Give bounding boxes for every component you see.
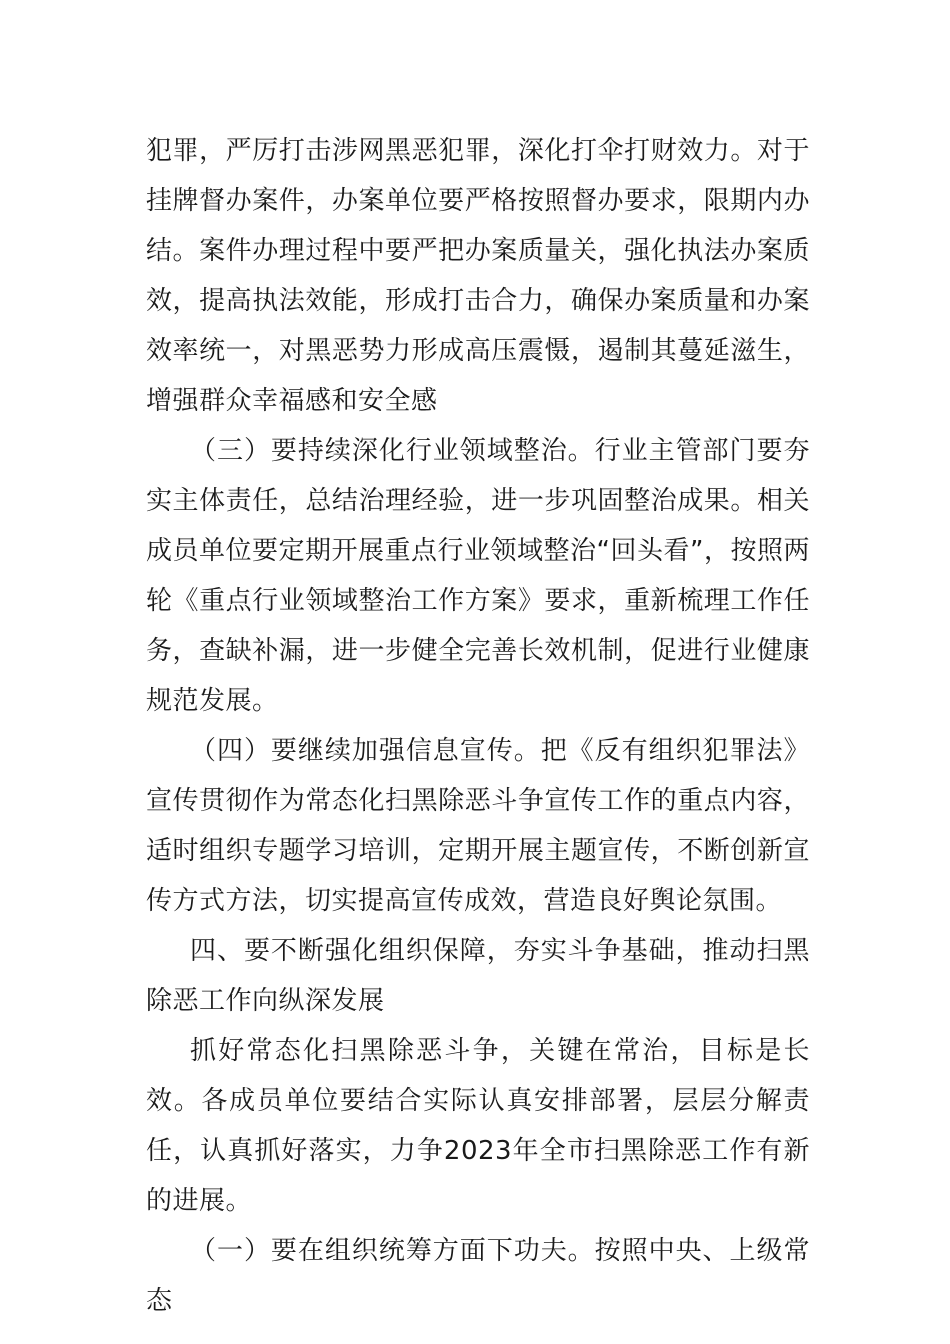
paragraph-crime-crackdown-continued: 犯罪，严厉打击涉网黑恶犯罪，深化打伞打财效力。对于挂牌督办案件，办案单位要严格按照督办要求，限期内办结。案件办理过程中要严把办案质量关，强化执法办案质效，提高执法效能，形成打击合力，确保办案质量和办案效率统一，对黑恶势力形成高压震慑，遏制其蔓延滋生，增强群众幸福感和安全感: [146, 136, 810, 416]
section-heading-organizational-guarantee: 四、要不断强化组织保障，夯实斗争基础，推动扫黑除恶工作向纵深发展: [146, 936, 810, 1016]
document-body: [146, 126, 810, 1326]
paragraph-organizational-coordination: （一）要在组织统筹方面下功夫。按照中央、上级常态: [146, 1236, 810, 1316]
paragraph-normalized-campaign: 抓好常态化扫黑除恶斗争，关键在常治，目标是长效。各成员单位要结合实际认真安排部署，层层分解责任，认真抓好落实，力争2023年全市扫黑除恶工作有新的进展。: [146, 1036, 810, 1216]
paragraph-industry-rectification: （三）要持续深化行业领域整治。行业主管部门要夯实主体责任，总结治理经验，进一步巩固整治成果。相关成员单位要定期开展重点行业领域整治“回头看”，按照两轮《重点行业领域整治工作方案》要求，重新梳理工作任务，查缺补漏，进一步健全完善长效机制，促进行业健康规范发展。: [146, 436, 810, 716]
paragraph-publicity: （四）要继续加强信息宣传。把《反有组织犯罪法》宣传贯彻作为常态化扫黑除恶斗争宣传工作的重点内容，适时组织专题学习培训，定期开展主题宣传，不断创新宣传方式方法，切实提高宣传成效，营造良好舆论氛围。: [146, 736, 810, 916]
